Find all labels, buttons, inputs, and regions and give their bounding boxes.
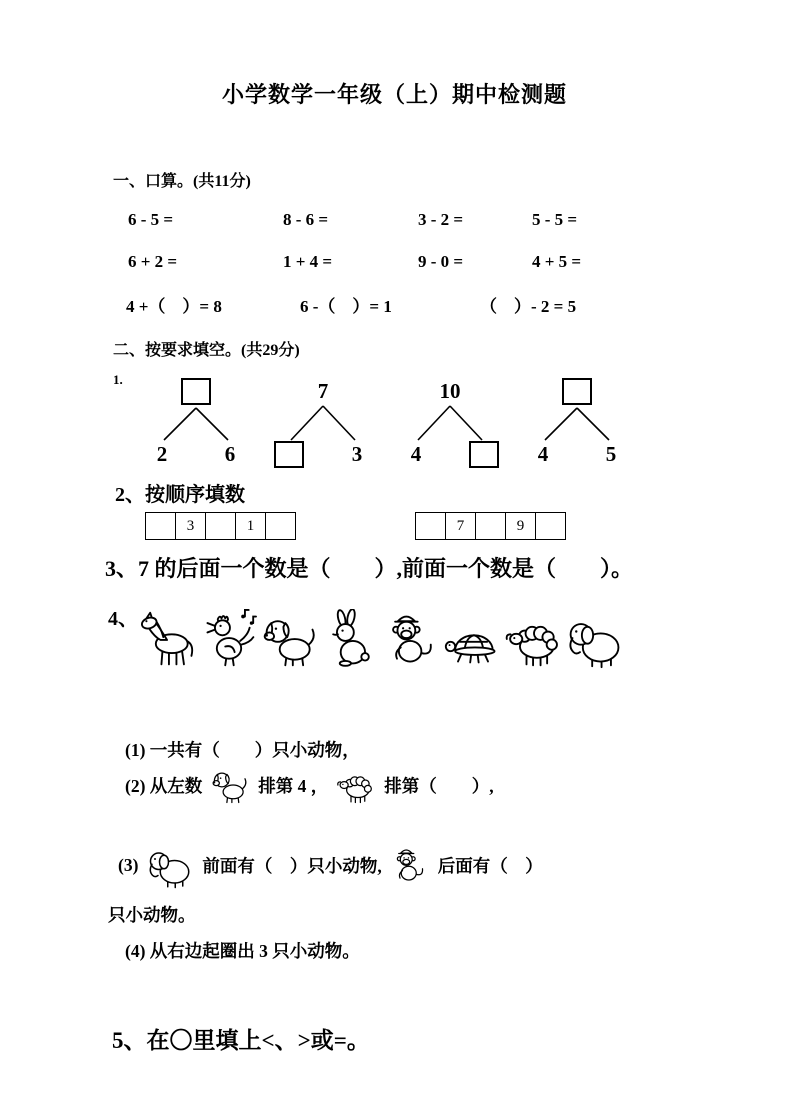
bond-number: 5 (605, 442, 617, 466)
question-4-3-line (118, 840, 543, 890)
monkey-icon (382, 604, 442, 674)
question-5-text: 5、在〇里填上<、>或=。 (112, 1028, 370, 1053)
dog-icon (210, 765, 250, 805)
dog-icon (260, 604, 320, 674)
calc-item: 6 + 2 = (128, 252, 178, 271)
sequence-cell (415, 512, 446, 540)
bond-number: 4 (537, 442, 549, 466)
calc-item: 6 -（ ）= 1 (300, 297, 392, 316)
answer-box (274, 441, 304, 468)
bond-number: 6 (224, 442, 236, 466)
bond-number: 3 (351, 442, 363, 466)
sequence-cell: 3 (175, 512, 206, 540)
question-4-label: 4、 (108, 608, 138, 630)
elephant-icon (146, 841, 194, 889)
bond-number: 2 (156, 442, 168, 466)
elephant-icon (565, 604, 625, 674)
question-4-3-prefix: (3) (118, 854, 139, 875)
monkey-icon (390, 845, 430, 885)
calc-item: 6 - 5 = (128, 210, 174, 229)
calc-item: （ ）- 2 = 5 (480, 297, 577, 316)
section-one-heading: 一、口算。(共11分) (113, 173, 251, 190)
answer-box (469, 441, 499, 468)
question-4-3-continuation: 只小动物。 (108, 905, 196, 925)
answer-box (181, 378, 211, 405)
question-3-text: 3、7 的后面一个数是（ ）,前面一个数是（ ）。 (105, 556, 634, 581)
horse-icon (138, 604, 198, 674)
question-4-3-end: 后面有（ ） (437, 855, 543, 876)
question-4-2-prefix: (2) 从左数 (125, 775, 203, 796)
rabbit-icon (321, 604, 381, 674)
calc-item: 9 - 0 = (418, 252, 464, 271)
number-bond (267, 378, 379, 470)
section-two-heading: 二、按要求填空。(共29分) (113, 342, 300, 359)
question-4-4-text: (4) 从右边起圈出 3 只小动物。 (125, 941, 360, 961)
sequence-cell (145, 512, 176, 540)
sheep-icon (504, 604, 564, 674)
sheep-icon (336, 765, 376, 805)
number-bond (394, 378, 506, 470)
sequence-cell: 1 (235, 512, 266, 540)
calc-item: 1 + 4 = (283, 252, 333, 271)
sequence-cell (475, 512, 506, 540)
question-4-3-mid: 前面有（ ）只小动物, (202, 855, 382, 876)
answer-box (562, 378, 592, 405)
number-bond (521, 378, 633, 470)
sequence-cell: 9 (505, 512, 536, 540)
turtle-icon (443, 604, 503, 674)
question-1-label: 1. (113, 372, 123, 387)
number-bond-group (140, 378, 633, 470)
sequence-cell (205, 512, 236, 540)
number-bond (140, 378, 252, 470)
question-4-2-mid: 排第 4 ， (258, 775, 329, 796)
question-4-2-line (125, 763, 494, 807)
sequence-cell (535, 512, 566, 540)
calc-item: 3 - 2 = (418, 210, 464, 229)
question-4-2-end: 排第（ ）, (384, 775, 494, 796)
sequence-cell: 7 (445, 512, 476, 540)
question-2-heading: 2、按顺序填数 (115, 484, 245, 506)
calc-item: 8 - 6 = (283, 210, 329, 229)
bond-number: 7 (317, 379, 329, 403)
calc-item: 4 + 5 = (532, 252, 582, 271)
number-sequence-strip (415, 512, 566, 540)
calc-item: 4 +（ ）= 8 (126, 297, 222, 316)
number-sequence-strip (145, 512, 296, 540)
calc-item: 5 - 5 = (532, 210, 578, 229)
question-4-1-text: (1) 一共有（ ）只小动物， (125, 740, 360, 760)
rooster-icon (199, 604, 259, 674)
bond-number: 4 (410, 442, 422, 466)
bond-number: 10 (439, 379, 461, 403)
sequence-cell (265, 512, 296, 540)
page-title: 小学数学一年级（上）期中检测题 (221, 82, 567, 107)
animal-row (138, 604, 625, 674)
